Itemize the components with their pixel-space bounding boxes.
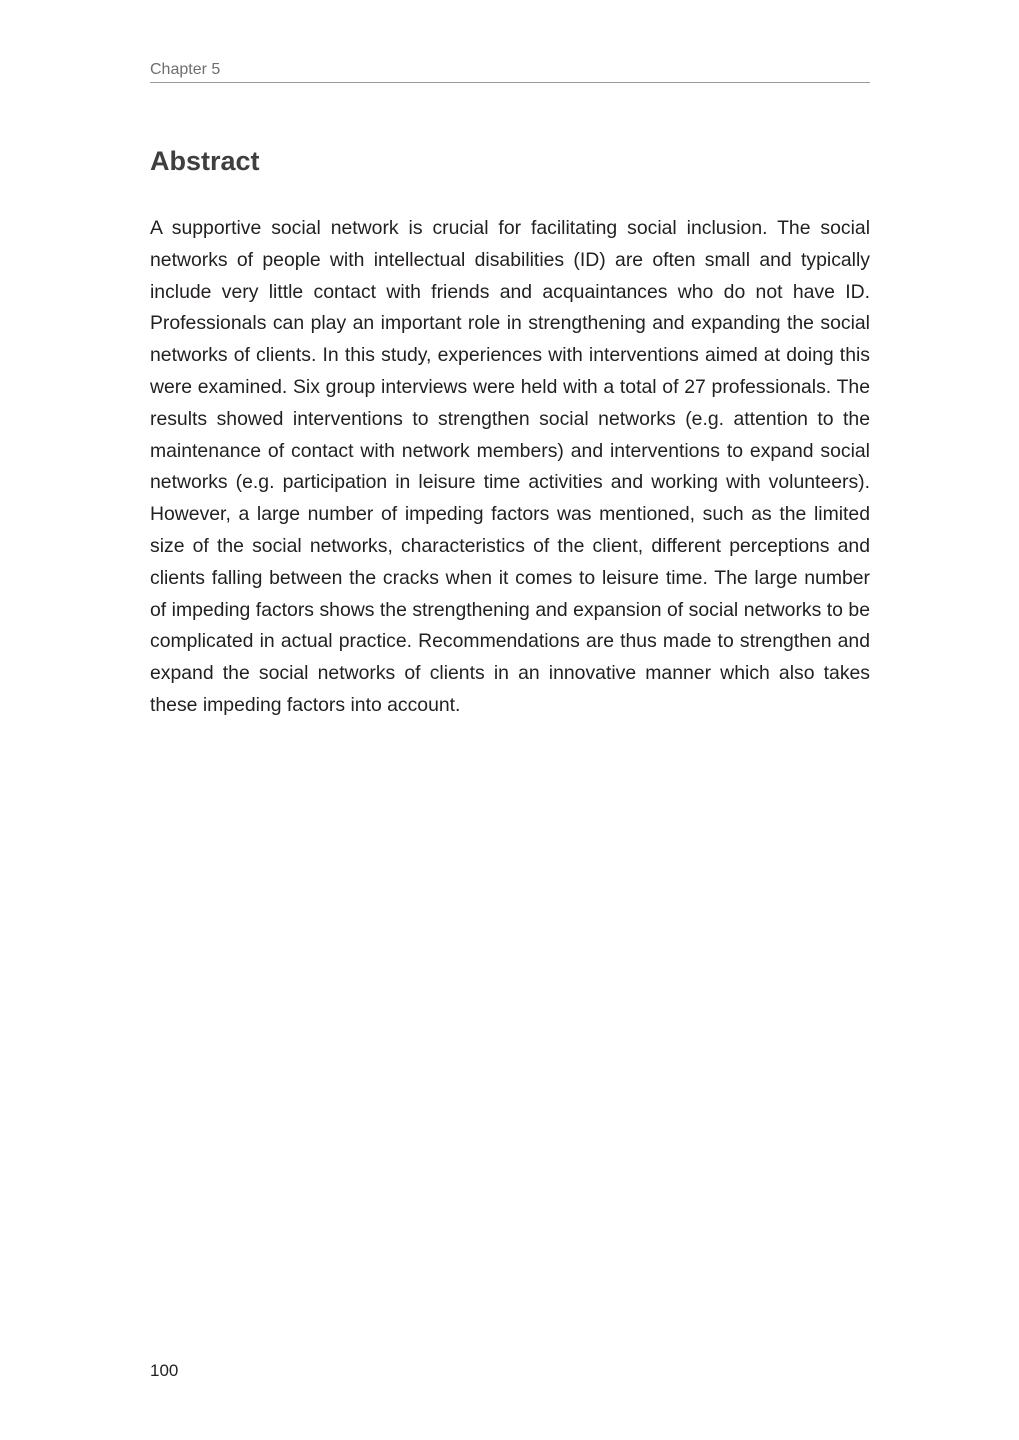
abstract-paragraph: A supportive social network is crucial for facilitating social inclusion. The social networks of people with intellectual disabilities (ID) are often small and typically include very little contact with friends and acquaintances who do not have ID. Professionals can play an important role in strengthening and expanding the social networks of clients. In this study, experiences with interventions aimed at doing this were examined. Six group interviews were held with a total of 27 professionals. The results showed interventions to strengthen social networks (e.g. attention to the maintenance of contact with network members) and interventions to expand social networks (e.g. participation in leisure time activities and working with volunteers). However, a large number of impeding factors was mentioned, such as the limited size of the social networks, characteristics of the client, different perceptions and clients falling between the cracks when it comes to leisure time. The large number of impeding factors shows the strengthening and expansion of social networks to be complicated in actual practice. Recommendations are thus made to strengthen and expand the social networks of clients in an innovative manner which also takes these impeding factors into account.: [150, 217, 870, 716]
running-header: [150, 60, 870, 83]
page-number: 100: [150, 1361, 179, 1380]
section-title: Abstract: [150, 146, 260, 176]
chapter-label: Chapter 5: [150, 61, 221, 78]
